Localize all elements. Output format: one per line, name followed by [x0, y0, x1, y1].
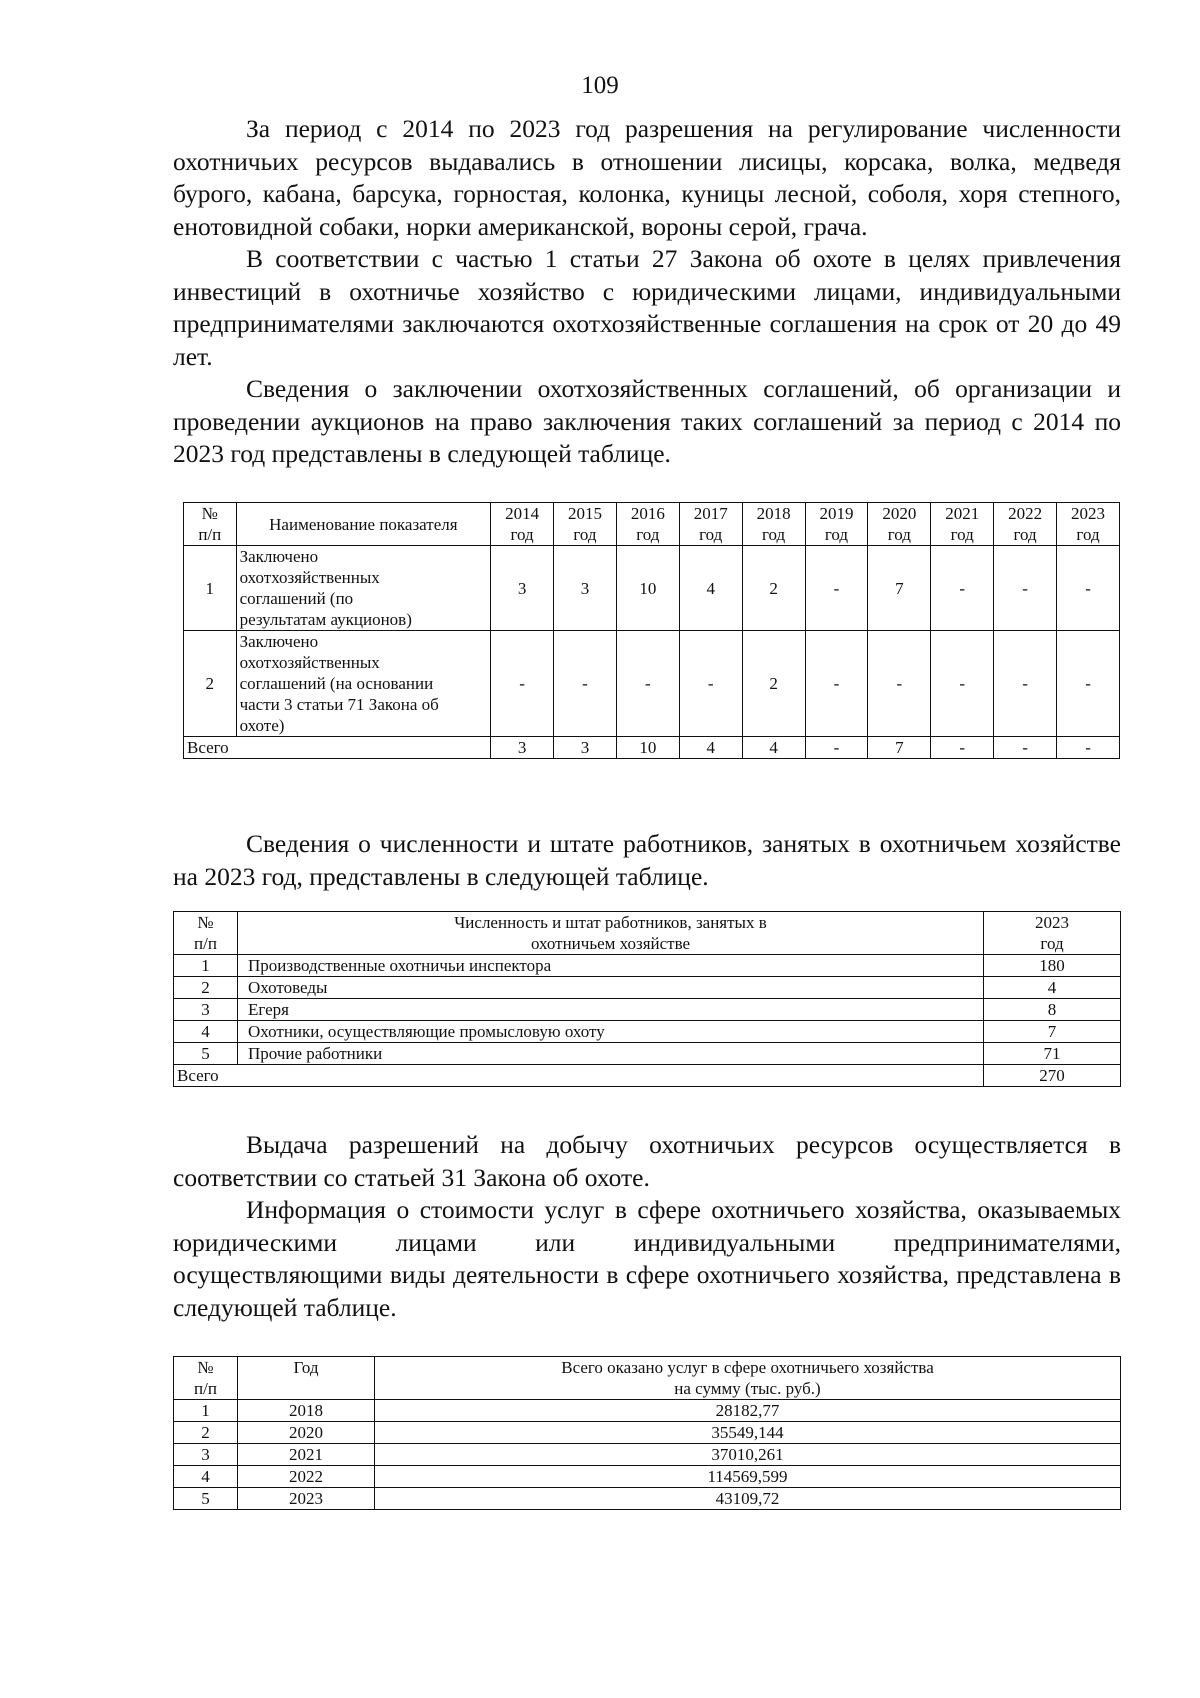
row-value: 7 [984, 1021, 1121, 1043]
header-num: № п/п [174, 1357, 238, 1400]
cell-value: - [616, 631, 679, 737]
intro-text [173, 113, 1121, 471]
row-value: 4 [984, 977, 1121, 999]
cell-value: - [931, 631, 994, 737]
header-num: № п/п [174, 912, 238, 955]
cell-value: - [491, 631, 554, 737]
row-num: 4 [174, 1466, 238, 1488]
paragraph-staff-table-intro: Сведения о численности и штате работников, занятых в охотничьем хозяйстве на 2023 год, представлены в следующей таблице. [173, 829, 1121, 891]
row-num: 3 [174, 999, 238, 1021]
header-year: 2023 год [1057, 503, 1120, 546]
row-sum: 43109,72 [375, 1488, 1121, 1510]
table-row [174, 999, 1121, 1021]
staff-text [173, 828, 1121, 893]
cell-value: - [994, 631, 1057, 737]
header-year: 2023 год [984, 912, 1121, 955]
header-year: 2017 год [679, 503, 742, 546]
table-header-row [174, 912, 1121, 955]
header-year: 2016 год [616, 503, 679, 546]
row-num: 5 [174, 1043, 238, 1065]
services-table [173, 1356, 1121, 1510]
total-value: 3 [554, 737, 617, 759]
table-row [174, 1021, 1121, 1043]
row-year: 2021 [238, 1444, 375, 1466]
total-value: 270 [984, 1065, 1121, 1087]
page-number: 109 [581, 72, 619, 99]
header-year: 2021 год [931, 503, 994, 546]
cell-value: - [805, 631, 868, 737]
row-value: 8 [984, 999, 1121, 1021]
table-row [174, 977, 1121, 999]
header-year: 2022 год [994, 503, 1057, 546]
table-row [174, 1444, 1121, 1466]
row-staff-name: Охотники, осуществляющие промысловую охоту [238, 1021, 984, 1043]
cell-value: - [805, 546, 868, 631]
row-num: 1 [184, 546, 237, 631]
row-num: 3 [174, 1444, 238, 1466]
row-indicator-name: Заключено охотхозяйственных соглашений (на основании части 3 статьи 71 Закона об охоте) [236, 631, 491, 737]
table-row [184, 631, 1120, 737]
total-value: 3 [491, 737, 554, 759]
header-year: Год [238, 1357, 375, 1400]
cell-value: 4 [679, 546, 742, 631]
row-year: 2023 [238, 1488, 375, 1510]
staff-table [173, 911, 1121, 1087]
total-value: 7 [868, 737, 931, 759]
total-value: 4 [679, 737, 742, 759]
row-sum: 28182,77 [375, 1400, 1121, 1422]
header-year: 2019 год [805, 503, 868, 546]
cell-value: - [931, 546, 994, 631]
agreements-table [183, 502, 1120, 759]
row-staff-name: Егеря [238, 999, 984, 1021]
table-row [174, 955, 1121, 977]
cell-value: 2 [742, 631, 805, 737]
paragraph-permits-regulation: За период с 2014 по 2023 год разрешения на регулирование численности охотничьих ресурсов выдавались в отношении лисицы, корсака, волка, медведя бурого, кабана, барсука, горностая, колонка, куницы лесной, соболя, хоря степного, енотовидной собаки, норки американской, вороны серой, грача. [173, 114, 1121, 241]
row-year: 2018 [238, 1400, 375, 1422]
row-sum: 35549,144 [375, 1422, 1121, 1444]
paragraph-services-table-intro: Информация о стоимости услуг в сфере охотничьего хозяйства, оказываемых юридическими лицами или индивидуальными предпринимателями, осуществляющими виды деятельности в сфере охотничьего хозяйства, представлена в следующей таблице. [173, 1195, 1121, 1322]
cell-value: 7 [868, 546, 931, 631]
paragraph-agreements-table-intro: Сведения о заключении охотхозяйственных соглашений, об организации и проведении аукционов на право заключения таких соглашений за период с 2014 по 2023 год представлены в следующей таблице. [173, 374, 1121, 468]
row-year: 2022 [238, 1466, 375, 1488]
header-year: 2015 год [554, 503, 617, 546]
row-num: 1 [174, 1400, 238, 1422]
total-value: 4 [742, 737, 805, 759]
header-year: 2014 год [491, 503, 554, 546]
cell-value: 10 [616, 546, 679, 631]
row-sum: 114569,599 [375, 1466, 1121, 1488]
table-row [174, 1422, 1121, 1444]
cell-value: 3 [491, 546, 554, 631]
row-indicator-name: Заключено охотхозяйственных соглашений (по результатам аукционов) [236, 546, 491, 631]
services-text [173, 1129, 1121, 1324]
cell-value: - [1057, 631, 1120, 737]
table-row [174, 1400, 1121, 1422]
table-header-row [184, 503, 1120, 546]
paragraph-hunting-agreements: В соответствии с частью 1 статьи 27 Закона об охоте в целях привлечения инвестиций в охотничье хозяйство с юридическими лицами, индивидуальными предпринимателями заключаются охотхозяйственные соглашения на срок от 20 до 49 лет. [173, 244, 1121, 371]
total-label: Всего [174, 1065, 984, 1087]
row-staff-name: Производственные охотничьи инспектора [238, 955, 984, 977]
cell-value: - [554, 631, 617, 737]
total-value: 10 [616, 737, 679, 759]
cell-value: - [679, 631, 742, 737]
total-value: - [1057, 737, 1120, 759]
row-staff-name: Прочие работники [238, 1043, 984, 1065]
row-num: 5 [174, 1488, 238, 1510]
cell-value: - [868, 631, 931, 737]
row-year: 2020 [238, 1422, 375, 1444]
total-value: - [994, 737, 1057, 759]
table-row [174, 1466, 1121, 1488]
row-num: 4 [174, 1021, 238, 1043]
table-total-row [174, 1065, 1121, 1087]
table-header-row [174, 1357, 1121, 1400]
total-label: Всего [184, 737, 491, 759]
cell-value: - [994, 546, 1057, 631]
total-value: - [805, 737, 868, 759]
header-sum: Всего оказано услуг в сфере охотничьего хозяйства на сумму (тыс. руб.) [375, 1357, 1121, 1400]
row-num: 2 [174, 977, 238, 999]
header-year: 2020 год [868, 503, 931, 546]
cell-value: 3 [554, 546, 617, 631]
row-value: 71 [984, 1043, 1121, 1065]
cell-value: 2 [742, 546, 805, 631]
table-row [174, 1488, 1121, 1510]
row-num: 2 [174, 1422, 238, 1444]
row-num: 1 [174, 955, 238, 977]
row-sum: 37010,261 [375, 1444, 1121, 1466]
row-num: 2 [184, 631, 237, 737]
total-value: - [931, 737, 994, 759]
header-year: 2018 год [742, 503, 805, 546]
header-indicator-name: Наименование показателя [236, 503, 491, 546]
header-num: № п/п [184, 503, 237, 546]
cell-value: - [1057, 546, 1120, 631]
paragraph-hunting-permits: Выдача разрешений на добычу охотничьих ресурсов осуществляется в соответствии со статьей 31 Закона об охоте. [173, 1130, 1121, 1192]
row-value: 180 [984, 955, 1121, 977]
header-staff-name: Численность и штат работников, занятых в охотничьем хозяйстве [238, 912, 984, 955]
row-staff-name: Охотоведы [238, 977, 984, 999]
table-row [174, 1043, 1121, 1065]
table-row [184, 546, 1120, 631]
table-total-row [184, 737, 1120, 759]
